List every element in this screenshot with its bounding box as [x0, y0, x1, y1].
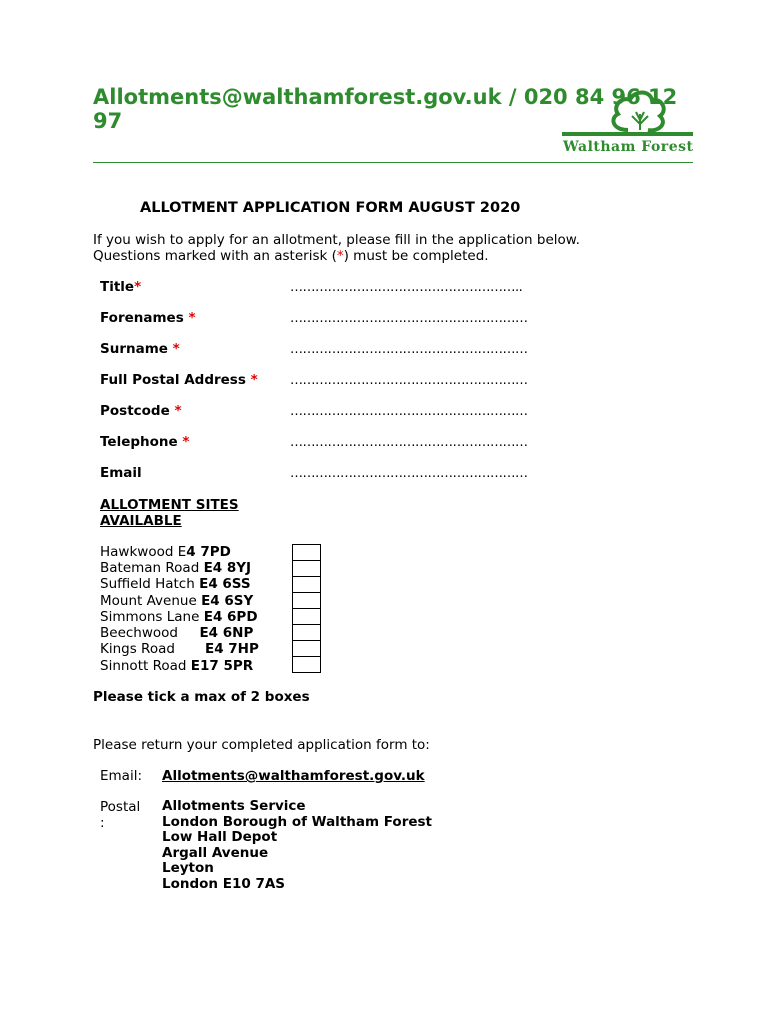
asterisk-marker: * — [336, 248, 344, 264]
field-label-address: Full Postal Address * — [100, 372, 258, 388]
intro-text: ) must be completed. — [343, 248, 489, 264]
waltham-forest-logo — [560, 84, 695, 164]
site-item: Simmons Lane E4 6PD — [100, 609, 258, 625]
address-line: London E10 7AS — [162, 875, 286, 892]
site-item: Kings Road E4 7HP — [100, 641, 259, 657]
postal-address — [162, 799, 432, 892]
site-checkbox-sinnott[interactable] — [292, 656, 321, 673]
site-item: Suffield Hatch E4 6SS — [100, 576, 251, 592]
field-input-email[interactable]: ………………………………………………… — [290, 466, 528, 481]
form-title: ALLOTMENT APPLICATION FORM AUGUST 2020 — [140, 200, 521, 216]
address-line: London Borough of Waltham Forest — [162, 813, 433, 830]
sites-heading: ALLOTMENT SITES AVAILABLE — [100, 497, 239, 529]
intro-text: Questions marked with an asterisk ( — [93, 248, 337, 264]
field-input-forenames[interactable]: ………………………………………………… — [290, 311, 528, 326]
site-checkbox-hawkwood[interactable] — [292, 544, 321, 561]
site-item: Bateman Road E4 8YJ — [100, 560, 252, 576]
address-line: Leyton — [162, 860, 214, 876]
tick-note: Please tick a max of 2 boxes — [93, 689, 310, 705]
site-item: Beechwood E4 6NP — [100, 625, 254, 641]
field-input-title[interactable]: ……………………………………………….. — [290, 280, 523, 295]
address-line: Allotments Service — [162, 798, 306, 814]
field-label-forenames: Forenames * — [100, 310, 196, 326]
site-checkbox-bateman[interactable] — [292, 560, 321, 577]
field-label-telephone: Telephone * — [100, 434, 190, 450]
return-email-link[interactable]: Allotments@walthamforest.gov.uk — [162, 768, 425, 784]
site-checkbox-beechwood[interactable] — [292, 624, 321, 641]
intro-line-1: If you wish to apply for an allotment, please fill in the application below. — [93, 232, 580, 248]
field-label-email: Email — [100, 465, 142, 481]
field-label-surname: Surname * — [100, 341, 180, 357]
address-line: Argall Avenue — [162, 844, 269, 861]
field-input-surname[interactable]: ………………………………………………… — [290, 342, 528, 357]
site-checkbox-mount-avenue[interactable] — [292, 592, 321, 609]
postal-label-colon: : — [100, 815, 105, 831]
logo-text: Waltham Forest — [563, 139, 694, 155]
header-contact: Allotments@walthamforest.gov.uk / 020 84 96 12 97 — [93, 85, 678, 133]
field-input-postcode[interactable]: ………………………………………………… — [290, 404, 528, 419]
site-checkbox-simmons[interactable] — [292, 608, 321, 625]
intro-line-2 — [93, 248, 580, 264]
site-checkbox-kings-road[interactable] — [292, 640, 321, 657]
field-input-address[interactable]: ………………………………………………… — [290, 373, 528, 388]
site-item: Mount Avenue E4 6SY — [100, 593, 254, 609]
email-label: Email: — [100, 768, 143, 784]
site-item: Sinnott Road E17 5PR — [100, 658, 254, 674]
return-intro: Please return your completed application form to: — [93, 737, 430, 753]
postal-label: Postal — [100, 799, 141, 815]
field-label-postcode: Postcode * — [100, 403, 182, 419]
site-checkbox-suffield[interactable] — [292, 576, 321, 593]
header-divider — [93, 162, 693, 163]
site-item: Hawkwood E4 7PD — [100, 544, 231, 560]
field-input-telephone[interactable]: ………………………………………………… — [290, 435, 528, 450]
tree-logo-icon — [560, 84, 695, 140]
field-label-title: Title* — [100, 279, 142, 295]
form-intro — [93, 232, 580, 264]
address-line: Low Hall Depot — [162, 829, 278, 845]
